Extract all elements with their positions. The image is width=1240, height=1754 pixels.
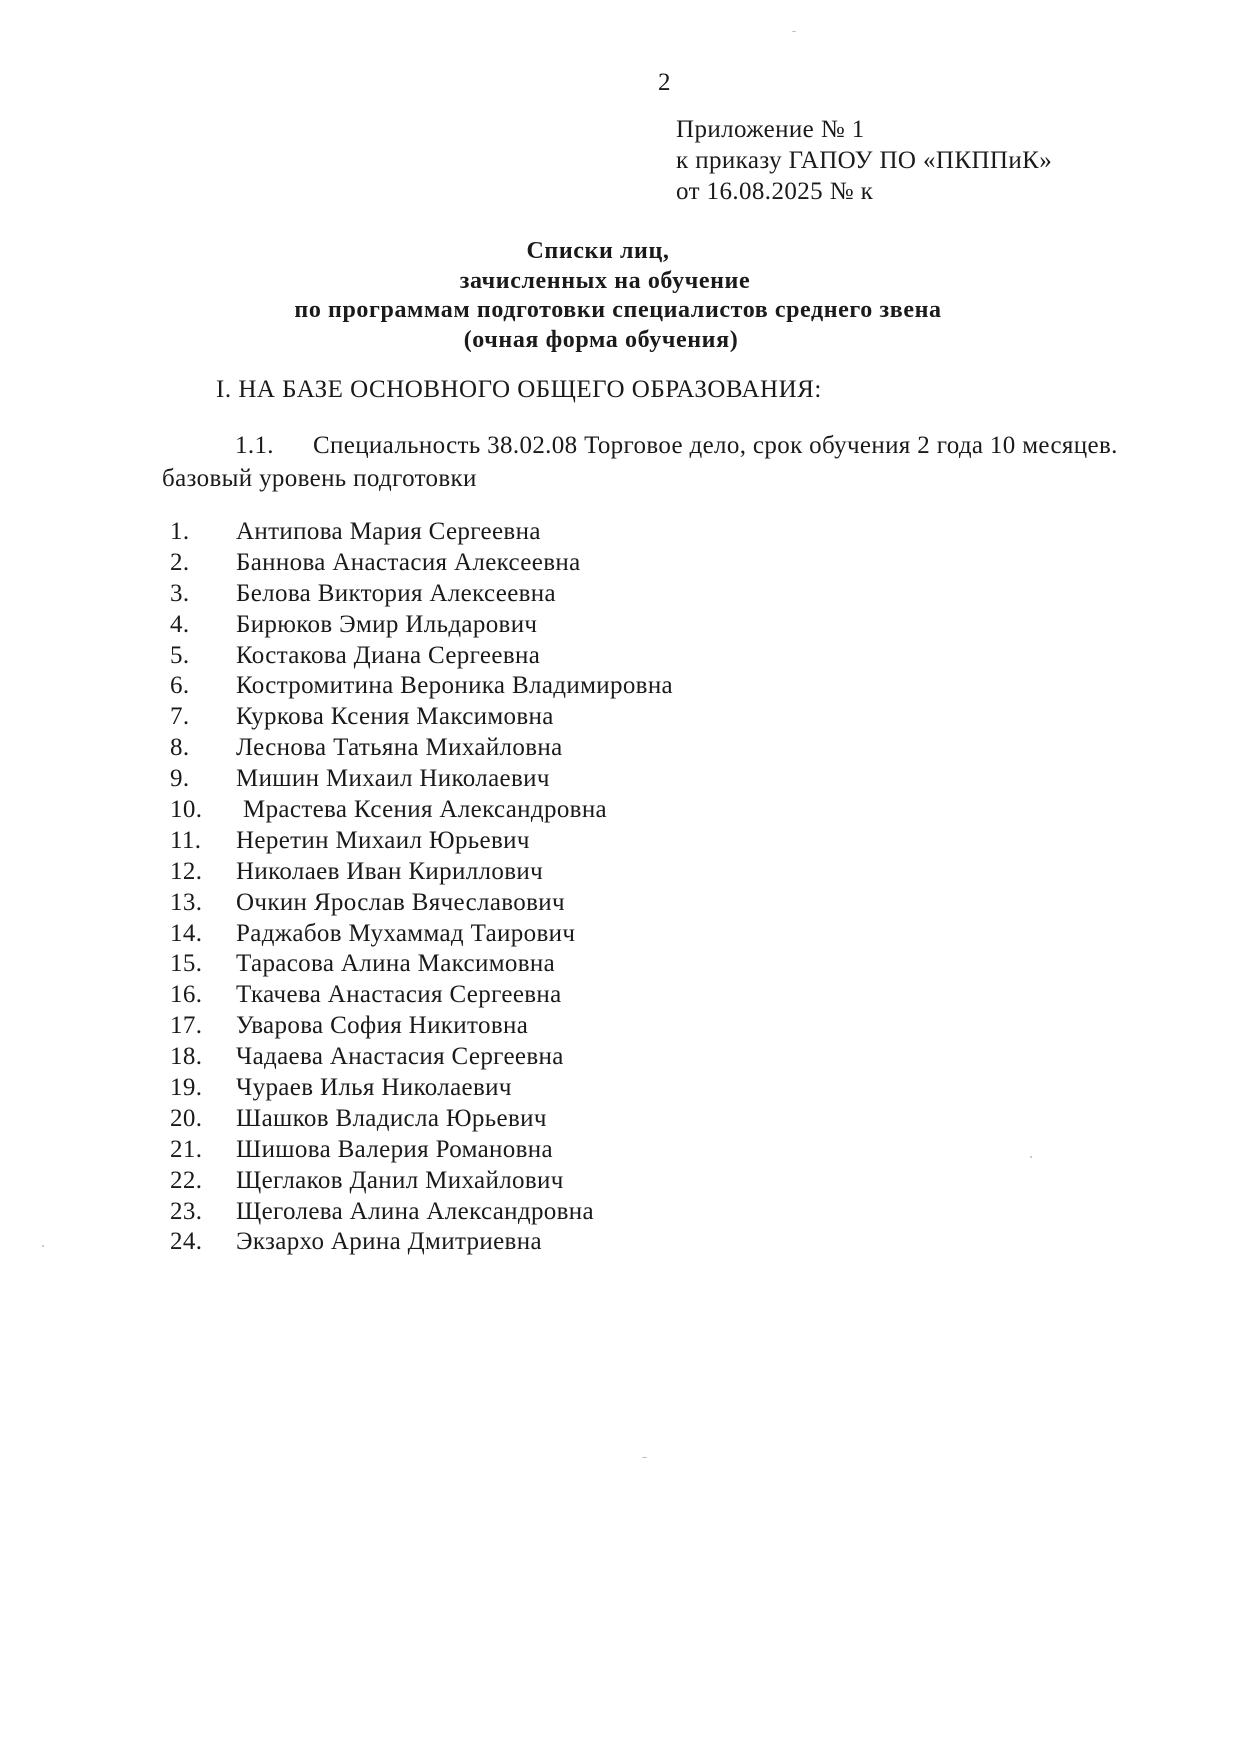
list-item-name: Николаев Иван Кириллович bbox=[236, 857, 543, 885]
title-line: (очная форма обучения) bbox=[463, 326, 739, 353]
specialty-level: базовый уровень подготовки bbox=[162, 465, 477, 492]
scan-speck bbox=[642, 1457, 647, 1458]
title-line: зачисленных на обучение bbox=[459, 267, 751, 294]
list-item-number: 21. bbox=[170, 1135, 203, 1163]
list-item bbox=[170, 1135, 673, 1166]
list-item-name: Уварова София Никитовна bbox=[236, 1012, 529, 1040]
list-item bbox=[170, 579, 673, 610]
list-item-number: 18. bbox=[170, 1043, 203, 1071]
list-item bbox=[170, 517, 673, 548]
list-item-name: Куркова Ксения Максимовна bbox=[236, 703, 554, 731]
list-item bbox=[170, 857, 673, 888]
student-list bbox=[170, 517, 673, 1258]
list-item-name: Экзархо Арина Дмитриевна bbox=[236, 1228, 542, 1256]
list-item bbox=[170, 1104, 673, 1135]
list-item bbox=[170, 888, 673, 919]
page-number: 2 bbox=[658, 69, 671, 96]
list-item-number: 1. bbox=[170, 518, 190, 545]
appendix-header bbox=[676, 114, 1052, 207]
list-item-name: Щеглаков Данил Михайлович bbox=[236, 1166, 564, 1194]
list-item bbox=[170, 764, 673, 795]
list-item-number: 23. bbox=[170, 1197, 203, 1225]
list-item bbox=[170, 1227, 673, 1258]
scan-speck bbox=[1030, 1156, 1032, 1158]
list-item-name: Неретин Михаил Юрьевич bbox=[236, 826, 530, 854]
list-item-number: 17. bbox=[170, 1012, 203, 1040]
list-item bbox=[170, 733, 673, 764]
list-item bbox=[170, 610, 673, 641]
list-item bbox=[170, 1042, 673, 1073]
list-item-number: 11. bbox=[170, 826, 202, 854]
list-item-name: Бирюков Эмир Ильдарович bbox=[236, 610, 538, 638]
list-item-name: Костакова Диана Сергеевна bbox=[236, 641, 541, 669]
list-item-number: 20. bbox=[170, 1104, 203, 1132]
list-item-name: Раджабов Мухаммад Таирович bbox=[236, 919, 576, 947]
list-item-name: Шишова Валерия Романовна bbox=[236, 1135, 553, 1163]
specialty-number: 1.1. bbox=[235, 432, 274, 459]
appendix-order-date: от 16.08.2025 № к bbox=[676, 178, 874, 205]
list-item-name: Тарасова Алина Максимовна bbox=[236, 950, 556, 978]
list-item-name: Очкин Ярослав Вячеславович bbox=[236, 888, 565, 916]
title-line: по программам подготовки специалистов среднего звена bbox=[294, 297, 942, 323]
list-item-number: 5. bbox=[170, 641, 190, 669]
list-item-number: 16. bbox=[170, 981, 203, 1009]
list-item-number: 7. bbox=[170, 703, 190, 731]
appendix-title: Приложение № 1 bbox=[676, 116, 865, 143]
section-heading: I. НА БАЗЕ ОСНОВНОГО ОБЩЕГО ОБРАЗОВАНИЯ: bbox=[216, 376, 822, 403]
list-item bbox=[170, 826, 673, 857]
list-item bbox=[170, 949, 673, 980]
document-title bbox=[0, 237, 1240, 355]
list-item-number: 14. bbox=[170, 919, 203, 947]
list-item bbox=[170, 1166, 673, 1197]
list-item-name: Баннова Анастасия Алексеевна bbox=[236, 548, 581, 576]
title-line: Списки лиц, bbox=[526, 238, 670, 264]
list-item-number: 3. bbox=[170, 579, 190, 607]
list-item bbox=[170, 702, 673, 733]
list-item-name: Чадаева Анастасия Сергеевна bbox=[236, 1043, 564, 1071]
list-item bbox=[170, 919, 673, 950]
list-item-name: Костромитина Вероника Владимировна bbox=[236, 672, 673, 700]
list-item-number: 6. bbox=[170, 672, 190, 700]
list-item bbox=[170, 548, 673, 579]
list-item-number: 9. bbox=[170, 765, 190, 793]
list-item-number: 13. bbox=[170, 888, 203, 916]
list-item bbox=[170, 641, 673, 672]
list-item-name: Белова Виктория Алексеевна bbox=[236, 579, 556, 607]
list-item-name: Мишин Михаил Николаевич bbox=[236, 765, 550, 793]
list-item-name: Антипова Мария Сергеевна bbox=[236, 518, 541, 545]
list-item bbox=[170, 1011, 673, 1042]
list-item bbox=[170, 671, 673, 702]
list-item-number: 19. bbox=[170, 1074, 203, 1102]
list-item-number: 10. bbox=[170, 796, 203, 824]
list-item-number: 4. bbox=[170, 610, 190, 638]
list-item-name: Щеголева Алина Александровна bbox=[236, 1197, 594, 1225]
list-item-name: Леснова Татьяна Михайловна bbox=[236, 734, 563, 762]
list-item-number: 2. bbox=[170, 548, 190, 576]
appendix-order-reference: к приказу ГАПОУ ПО «ПКППиК» bbox=[676, 147, 1053, 174]
list-item-name: Шашков Владисла Юрьевич bbox=[236, 1104, 547, 1132]
specialty-paragraph bbox=[162, 429, 1182, 495]
list-item-number: 12. bbox=[170, 857, 203, 885]
list-item bbox=[170, 980, 673, 1011]
list-item bbox=[170, 795, 673, 826]
list-item bbox=[170, 1073, 673, 1104]
list-item-number: 8. bbox=[170, 734, 190, 762]
list-item bbox=[170, 1197, 673, 1228]
list-item-number: 22. bbox=[170, 1166, 203, 1194]
list-item-name: Мрастева Ксения Александровна bbox=[243, 796, 607, 824]
list-item-number: 24. bbox=[170, 1228, 203, 1256]
list-item-name: Ткачева Анастасия Сергеевна bbox=[236, 981, 562, 1009]
scan-speck bbox=[792, 31, 796, 32]
specialty-description: Специальность 38.02.08 Торговое дело, срок обучения 2 года 10 месяцев. bbox=[313, 432, 1118, 459]
scan-speck bbox=[42, 1245, 44, 1247]
list-item-name: Чураев Илья Николаевич bbox=[236, 1074, 512, 1102]
list-item-number: 15. bbox=[170, 950, 203, 978]
